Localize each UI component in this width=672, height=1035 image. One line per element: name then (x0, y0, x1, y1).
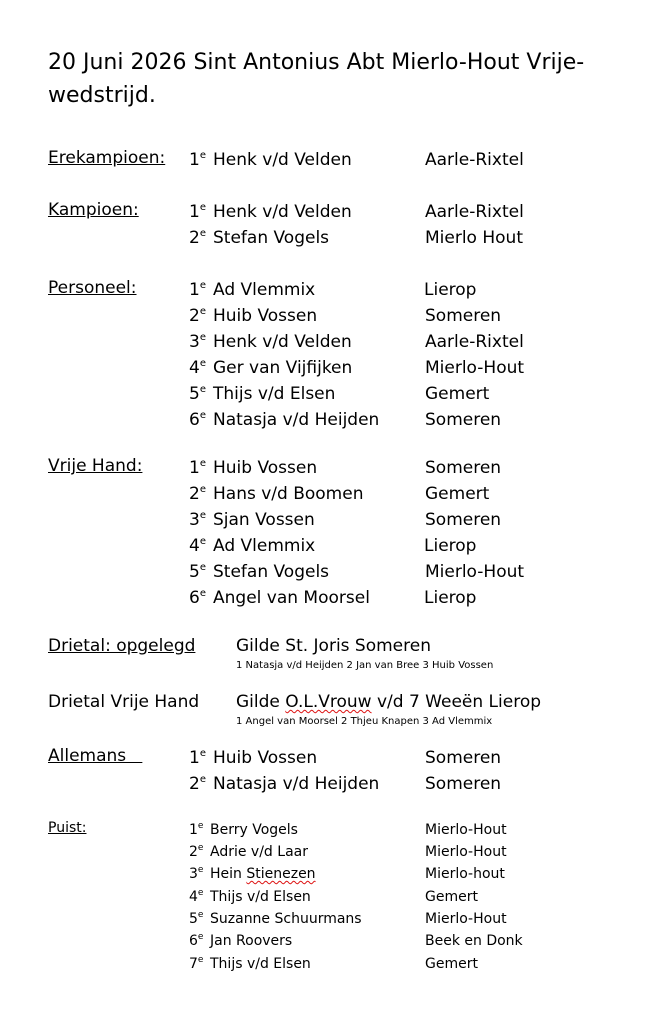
result-row (189, 508, 649, 532)
rank: 2e (189, 843, 204, 860)
team-members: 1 Angel van Moorsel 2 Thjeu Knapen 3 Ad Vlemmix (236, 716, 493, 727)
rank: 2e (189, 774, 206, 794)
club-name: Someren (425, 306, 502, 326)
rank: 5e (189, 910, 204, 927)
shooter-name: Ad Vlemmix (213, 280, 316, 300)
section-label-drietal-opgelegd: Drietal: opgelegd (48, 636, 196, 656)
result-row (189, 907, 649, 931)
result-row (189, 356, 649, 380)
shooter-name: Berry Vogels (210, 822, 298, 838)
rank: 2e (189, 484, 206, 504)
club-name: Someren (425, 748, 502, 768)
club-name: Gemert (425, 956, 478, 972)
result-row (189, 862, 649, 886)
section-label-personeel: Personeel: (48, 278, 137, 298)
shooter-name: Hein Stienezen (210, 866, 316, 882)
rank: 5e (189, 562, 206, 582)
section-label-allemans: Allemans (48, 746, 143, 766)
rank: 5e (189, 384, 206, 404)
club-name: Beek en Donk (425, 933, 523, 949)
shooter-name: Stefan Vogels (213, 562, 330, 582)
shooter-name: Natasja v/d Heijden (213, 774, 380, 794)
rank: 1e (189, 202, 206, 222)
shooter-name: Stefan Vogels (213, 228, 330, 248)
result-row (189, 534, 649, 558)
club-name: Mierlo-Hout (425, 911, 507, 927)
club-name: Lierop (424, 588, 477, 608)
section-label-drietal-vrije-hand: Drietal Vrije Hand (48, 692, 200, 712)
shooter-name: Huib Vossen (213, 748, 318, 768)
club-name: Gemert (425, 384, 490, 404)
rank: 2e (189, 228, 206, 248)
club-name: Aarle-Rixtel (425, 202, 524, 222)
rank: 4e (189, 536, 206, 556)
club-name: Someren (425, 510, 502, 530)
page-title: 20 Juni 2026 Sint Antonius Abt Mierlo-Hout Vrije-wedstrijd. (48, 50, 585, 108)
shooter-name: Thijs v/d Elsen (210, 889, 311, 905)
rank: 7e (189, 955, 204, 972)
rank: 3e (189, 865, 204, 882)
shooter-name: Henk v/d Velden (213, 332, 352, 352)
rank: 6e (189, 588, 206, 608)
shooter-name: Sjan Vossen (213, 510, 315, 530)
team-name: Gilde O.L.Vrouw v/d 7 Weeën Lierop (236, 692, 542, 712)
club-name: Someren (425, 774, 502, 794)
shooter-name: Suzanne Schuurmans (210, 911, 362, 927)
shooter-name: Thijs v/d Elsen (213, 384, 336, 404)
result-row (189, 840, 649, 864)
club-name: Mierlo-Hout (425, 822, 507, 838)
shooter-name: Natasja v/d Heijden (213, 410, 380, 430)
shooter-name: Huib Vossen (213, 458, 318, 478)
result-row (189, 560, 649, 584)
shooter-name: Hans v/d Boomen (213, 484, 364, 504)
rank: 3e (189, 332, 206, 352)
club-name: Mierlo-Hout (425, 358, 525, 378)
result-row (189, 200, 649, 224)
rank: 1e (189, 150, 206, 170)
result-row (189, 330, 649, 354)
result-row (189, 586, 649, 610)
shooter-name: Jan Roovers (210, 933, 293, 949)
shooter-name: Ad Vlemmix (213, 536, 316, 556)
rank: 6e (189, 410, 206, 430)
rank: 1e (189, 748, 206, 768)
result-row (189, 304, 649, 328)
shooter-name: Ger van Vijfijken (213, 358, 353, 378)
section-label-puist: Puist: (48, 820, 87, 836)
result-row (189, 408, 649, 432)
club-name: Aarle-Rixtel (425, 150, 524, 170)
shooter-name: Henk v/d Velden (213, 150, 352, 170)
rank: 2e (189, 306, 206, 326)
result-row (189, 278, 649, 302)
result-row (189, 772, 649, 796)
shooter-name: Henk v/d Velden (213, 202, 352, 222)
result-row (189, 952, 649, 976)
spellcheck-marked-word: Stienezen (246, 866, 316, 882)
club-name: Lierop (424, 536, 477, 556)
result-row (189, 885, 649, 909)
club-name: Mierlo-hout (425, 866, 505, 882)
shooter-name: Thijs v/d Elsen (210, 956, 311, 972)
club-name: Mierlo-Hout (425, 562, 525, 582)
spellcheck-marked-word: O.L.Vrouw (285, 692, 372, 712)
result-row (189, 482, 649, 506)
section-label-erekampioen: Erekampioen: (48, 148, 166, 168)
club-name: Aarle-Rixtel (425, 332, 524, 352)
club-name: Lierop (424, 280, 477, 300)
rank: 1e (189, 458, 206, 478)
shooter-name: Angel van Moorsel (213, 588, 370, 608)
result-row (189, 929, 649, 953)
team-name: Gilde St. Joris Someren (236, 636, 431, 656)
result-row (189, 818, 649, 842)
result-row (189, 226, 649, 250)
club-name: Gemert (425, 484, 490, 504)
club-name: Someren (425, 410, 502, 430)
section-label-kampioen: Kampioen: (48, 200, 139, 220)
club-name: Mierlo Hout (425, 228, 523, 248)
rank: 4e (189, 888, 204, 905)
rank: 1e (189, 280, 206, 300)
rank: 4e (189, 358, 206, 378)
result-row (189, 746, 649, 770)
section-label-vrije-hand: Vrije Hand: (48, 456, 143, 476)
shooter-name: Adrie v/d Laar (210, 844, 308, 860)
rank: 1e (189, 821, 204, 838)
result-row (189, 382, 649, 406)
team-members: 1 Natasja v/d Heijden 2 Jan van Bree 3 Huib Vossen (236, 660, 494, 671)
club-name: Mierlo-Hout (425, 844, 507, 860)
club-name: Someren (425, 458, 502, 478)
rank: 3e (189, 510, 206, 530)
result-row (189, 456, 649, 480)
rank: 6e (189, 932, 204, 949)
club-name: Gemert (425, 889, 478, 905)
result-row (189, 148, 649, 172)
shooter-name: Huib Vossen (213, 306, 318, 326)
